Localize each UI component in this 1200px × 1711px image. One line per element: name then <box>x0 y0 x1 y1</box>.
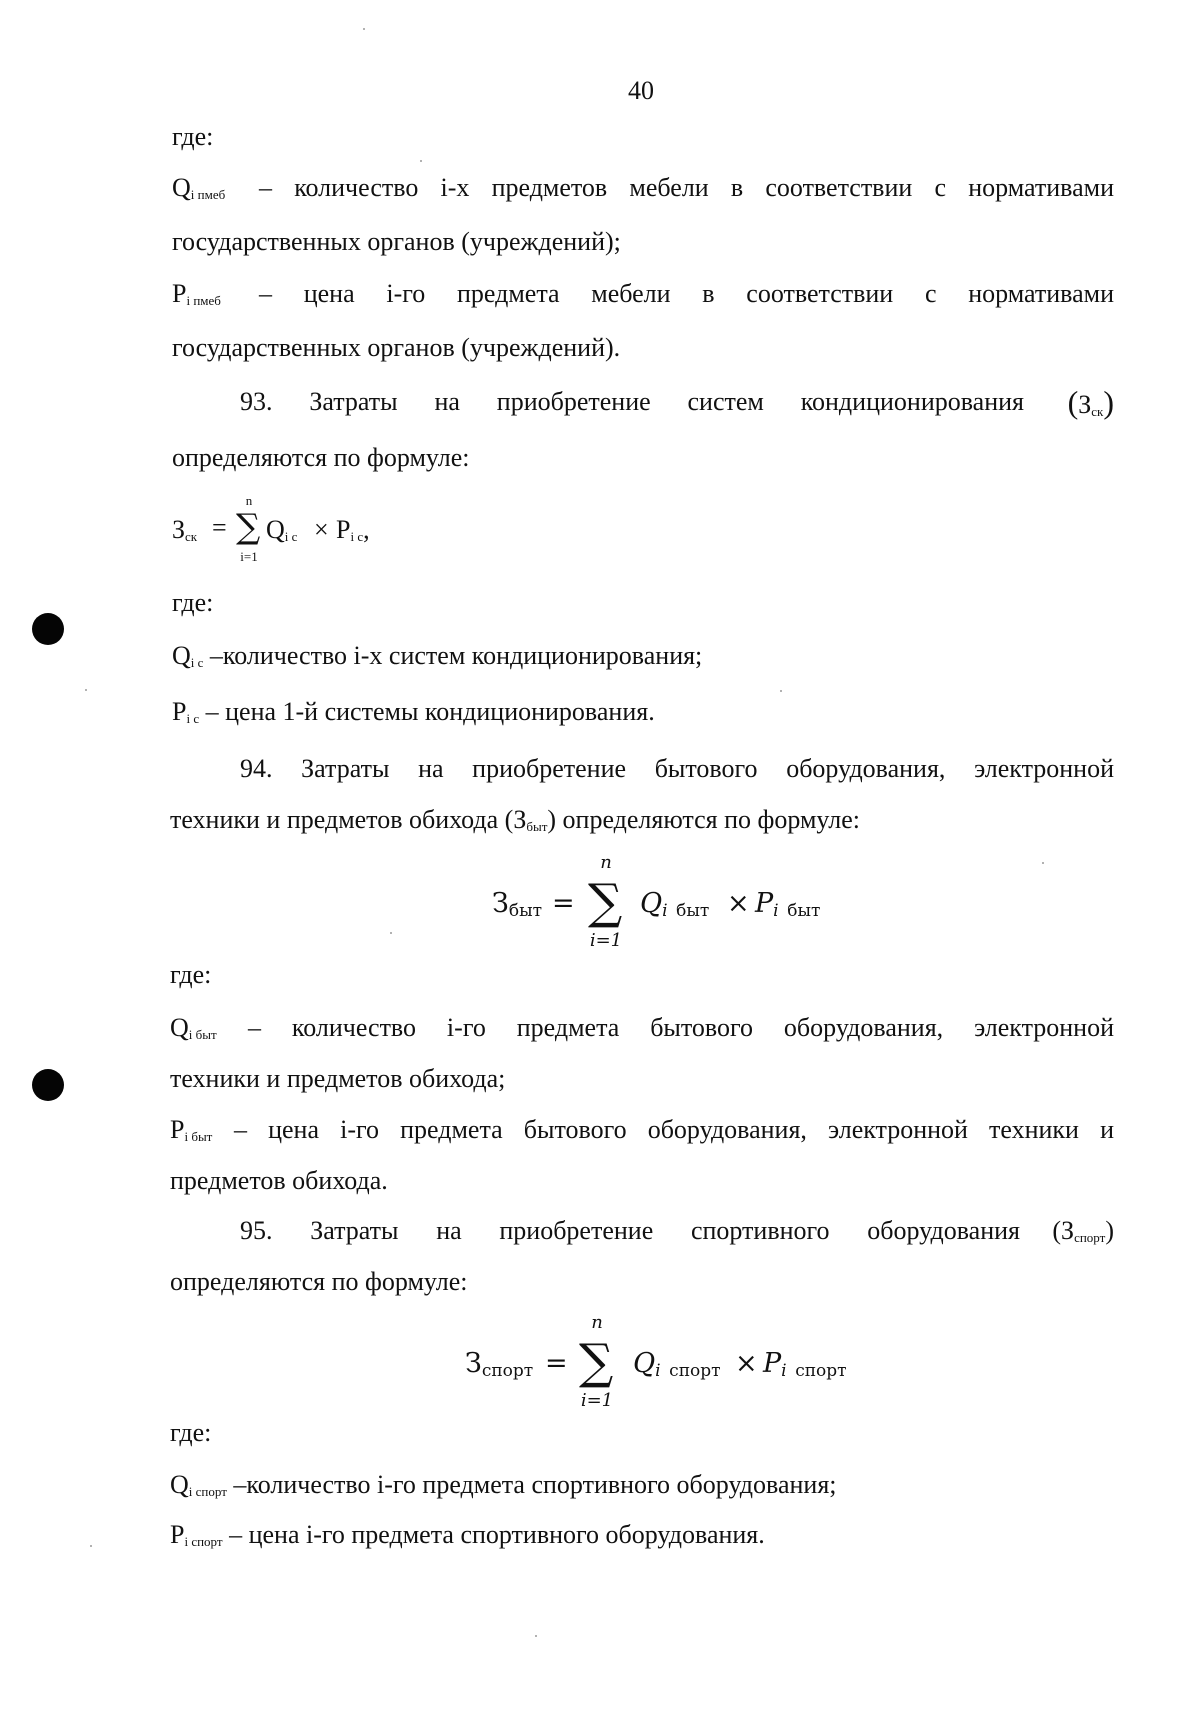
item-93-text: 93. Затраты на приобретение систем кондиционирования <box>240 387 1024 416</box>
scan-speck <box>1042 862 1044 864</box>
definition-text-continued: государственных органов (учреждений); <box>172 227 621 256</box>
definition-p-household <box>170 1115 1114 1152</box>
scan-speck <box>390 932 392 934</box>
page-number: 40 <box>628 76 654 105</box>
definition-text: – количество i-го предмета бытового оборудования, электронной <box>248 1013 1114 1042</box>
definition-text-continued: предметов обихода. <box>170 1166 388 1195</box>
p-symbol: $P_{i пмеб}$ <box>172 279 221 308</box>
where-label: где: <box>170 1418 212 1447</box>
where-label: где: <box>172 588 214 617</box>
scan-speck <box>535 1635 537 1637</box>
definition-q-sport: $Q_{i спорт}$ –количество i-го предмета спортивного оборудования; <box>170 1470 837 1499</box>
q-symbol: $Q_{i пмеб}$ <box>172 173 226 202</box>
formula-93: $З_{ск}$ = n ∑ i=1 $Q_{i c}$ × $P_{i c}$, <box>172 493 370 564</box>
definition-q-household <box>170 1013 1114 1050</box>
definition-p-conditioning: $P_{i c}$ – цена 1-й системы кондиционирования. <box>172 697 655 726</box>
scan-speck <box>363 28 365 30</box>
definition-q-conditioning: $Q_{i c}$ –количество i-х систем кондиционирования; <box>172 641 703 670</box>
q-symbol: $Q_{i быт}$ <box>170 1013 217 1042</box>
item-93-text-continued: определяются по формуле: <box>172 443 470 472</box>
definition-text: – цена i-го предмета бытового оборудования, электронной техники и <box>234 1115 1114 1144</box>
definition-p-sport: $P_{i спорт}$ – цена i-го предмета спортивного оборудования. <box>170 1520 765 1549</box>
item-93-heading <box>240 384 1114 427</box>
item-95-heading <box>240 1216 1114 1253</box>
definition-text-continued: техники и предметов обихода; <box>170 1064 506 1093</box>
definition-p-furniture <box>172 279 1114 316</box>
p-symbol: $P_{i быт}$ <box>170 1115 213 1144</box>
definition-text-continued: государственных органов (учреждений). <box>172 333 621 362</box>
scan-speck <box>90 1545 92 1547</box>
formula-94: Збыт = n ∑ i=1 Qi быт × Pi быт <box>492 852 821 951</box>
formula-95: Зспорт = n ∑ i=1 Qi спорт × Pi спорт <box>465 1312 847 1411</box>
punch-hole-top <box>32 613 64 645</box>
item-93-variable: $(З_{ск})$ <box>1067 384 1114 420</box>
item-95-variable: $(З_{спорт})$ <box>1052 1216 1114 1245</box>
item-95-text: 95. Затраты на приобретение спортивного оборудования <box>240 1216 1020 1245</box>
item-94-text-continued: техники и предметов обихода $(З_{быт})$ определяются по формуле: <box>170 805 861 834</box>
scan-speck <box>85 689 87 691</box>
item-95-text-continued: определяются по формуле: <box>170 1267 468 1296</box>
definition-text: – количество i-х предметов мебели в соответствии с нормативами <box>259 173 1114 202</box>
definition-q-furniture <box>172 173 1114 210</box>
where-label: где: <box>172 122 214 151</box>
where-label: где: <box>170 960 212 989</box>
item-94-heading: 94. Затраты на приобретение бытового оборудования, электронной <box>240 754 1114 783</box>
scan-speck <box>780 690 782 692</box>
definition-text: – цена i-го предмета мебели в соответствии с нормативами <box>259 279 1114 308</box>
punch-hole-bottom <box>32 1069 64 1101</box>
scan-speck <box>420 160 422 162</box>
